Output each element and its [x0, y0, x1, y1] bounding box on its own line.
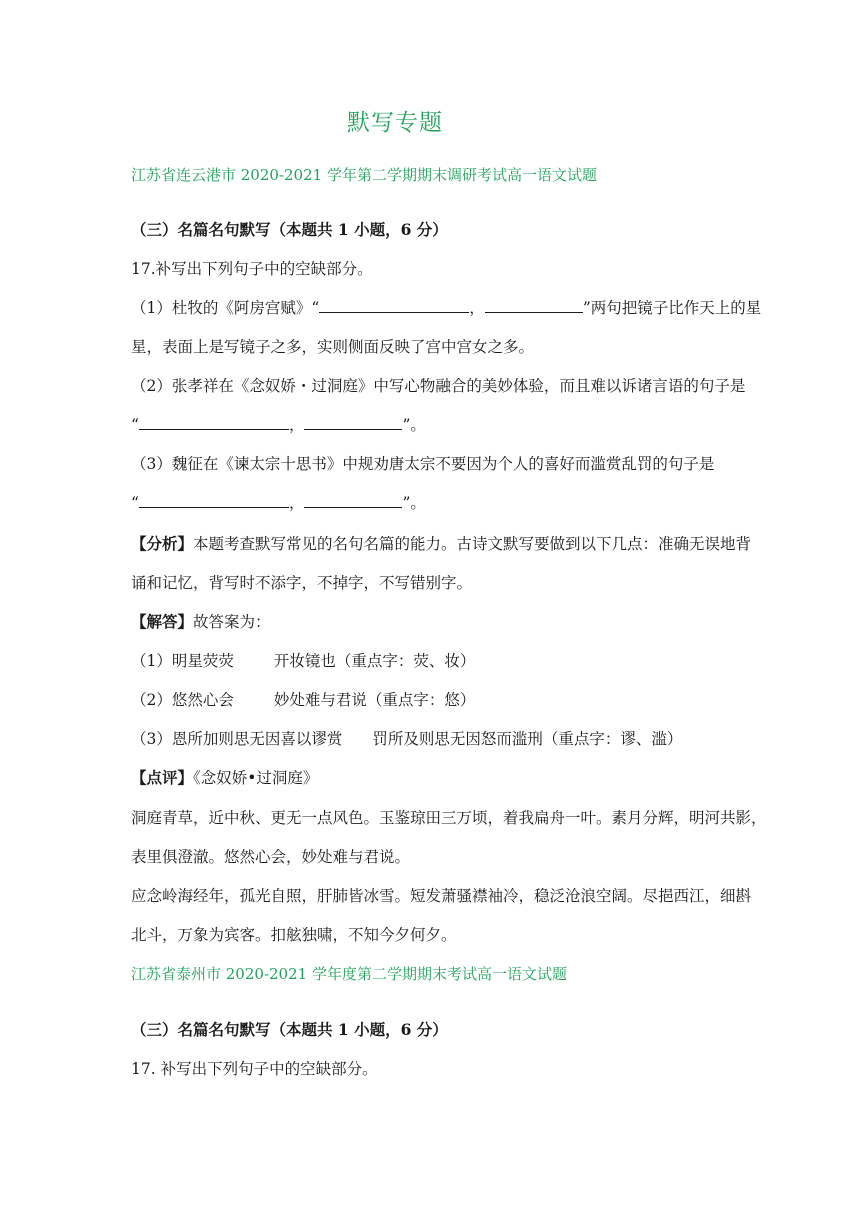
q1-prefix: （1）杜牧的《阿房宫赋》“	[131, 299, 320, 317]
answer-blank[interactable]	[304, 493, 402, 508]
q3-open: “	[131, 494, 139, 512]
section-heading-2: （三）名篇名句默写（本题共 1 小题，6 分）	[131, 1020, 448, 1039]
comment-title: 《念奴娇•过洞庭》	[193, 769, 319, 787]
q1-cont: 星，表面上是写镜子之多，实则侧面反映了宫中宫女之多。	[131, 338, 535, 356]
analysis-text: 本题考查默写常见的名句名篇的能力。古诗文默写要做到以下几点：准确无误地背	[193, 535, 752, 553]
answer-blank[interactable]	[485, 298, 583, 313]
analysis-line-1	[131, 534, 751, 554]
answer-row-1	[131, 651, 475, 671]
question-17-b: 17. 补写出下列句子中的空缺部分。	[131, 1060, 378, 1078]
answer-blank[interactable]	[139, 493, 289, 508]
answer-num: （3）	[131, 730, 172, 748]
q1-line	[131, 298, 761, 318]
answer-num: （1）	[131, 652, 172, 670]
answer-tag: 【解答】	[131, 612, 194, 631]
question-17: 17.补写出下列句子中的空缺部分。	[131, 260, 373, 278]
q1-suffix: ”两句把镜子比作天上的星	[582, 299, 762, 317]
q2-open: “	[131, 416, 139, 434]
answer-num: （2）	[131, 691, 172, 709]
poem-line-3: 应念岭海经年，孤光自照，肝肺皆冰雪。短发萧骚襟袖冷，稳泛沧浪空阔。尽挹西江，细斟	[131, 887, 752, 905]
q2-blanks	[131, 415, 426, 435]
answer-blank[interactable]	[319, 298, 469, 313]
answer-a: 恩所加则思无因喜以谬赏	[171, 730, 343, 748]
answer-blank[interactable]	[304, 415, 402, 430]
answer-b: 妙处难与君说（重点字：悠）	[273, 691, 476, 709]
answer-row-3	[131, 729, 682, 749]
comment-tag: 【点评】	[131, 768, 194, 787]
answer-blank[interactable]	[139, 415, 289, 430]
analysis-tag: 【分析】	[131, 534, 194, 553]
source-line-1: 江苏省连云港市 2020-2021 学年第二学期期末调研考试高一语文试题	[131, 166, 597, 184]
page-title: 默写专题	[347, 110, 443, 136]
poem-line-4: 北斗，万象为宾客。扣舷独啸，不知今夕何夕。	[131, 926, 457, 944]
analysis-line-2: 诵和记忆，背写时不添字，不掉字，不写错别字。	[131, 574, 473, 592]
q3-close: ”。	[402, 494, 426, 512]
answer-b: 开妆镜也（重点字：荧、妆）	[273, 652, 476, 670]
answer-text: 故答案为：	[193, 613, 271, 631]
answer-line	[131, 612, 271, 632]
poem-line-2: 表里俱澄澈。悠然心会，妙处难与君说。	[131, 848, 411, 866]
q2-text: （2）张孝祥在《念奴娇・过洞庭》中写心物融合的美妙体验，而且难以诉诸言语的句子是	[131, 377, 746, 395]
answer-row-2	[131, 690, 475, 710]
q2-close: ”。	[402, 416, 426, 434]
section-heading-1: （三）名篇名句默写（本题共 1 小题，6 分）	[131, 220, 448, 239]
comment-line	[131, 768, 318, 788]
q3-text: （3）魏征在《谏太宗十思书》中规劝唐太宗不要因为个人的喜好而滥赏乱罚的句子是	[131, 455, 715, 473]
q3-blanks	[131, 493, 426, 513]
q3-sep: ，	[288, 494, 305, 512]
q2-sep: ，	[288, 416, 305, 434]
q1-sep: ，	[469, 299, 485, 317]
source-line-2: 江苏省泰州市 2020-2021 学年度第二学期期末考试高一语文试题	[131, 965, 567, 983]
answer-b: 罚所及则思无因怒而滥刑（重点字：谬、滥）	[372, 730, 683, 748]
answer-a: 明星荧荧	[171, 652, 234, 670]
poem-line-1: 洞庭青草，近中秋、更无一点风色。玉鉴琼田三万顷，着我扁舟一叶。素月分辉，明河共影，	[131, 809, 767, 827]
answer-a: 悠然心会	[171, 691, 234, 709]
